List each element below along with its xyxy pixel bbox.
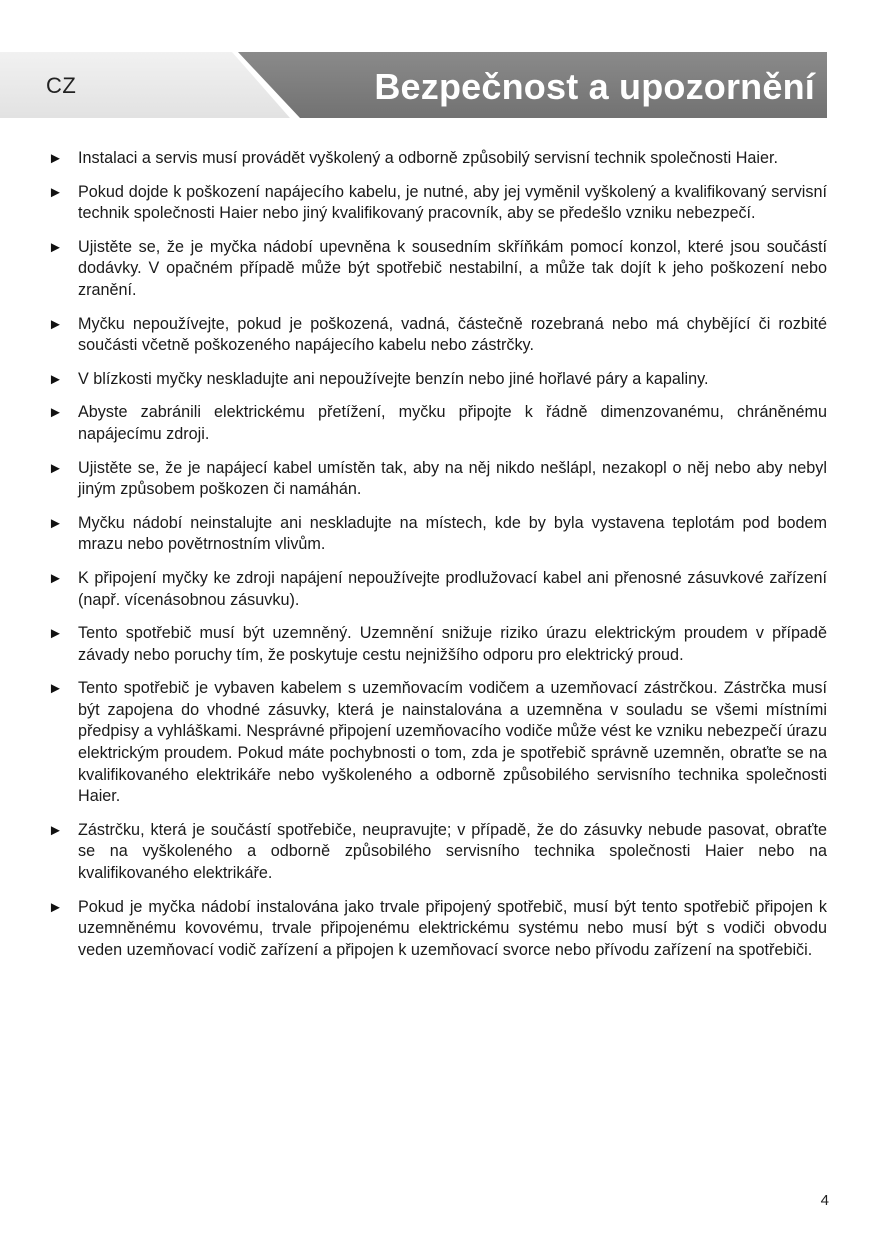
language-code: CZ — [46, 73, 77, 98]
list-item — [48, 820, 827, 885]
bullet-arrow-icon: ► — [48, 183, 63, 201]
bullet-arrow-icon: ► — [48, 821, 63, 839]
list-item-text: Pokud dojde k poškození napájecího kabelu, je nutné, aby jej vyměnil vyškolený a kvalifikovaný servisní technik společnosti Haier nebo jiný kvalifikovaný pracovník, aby se předešlo vzniku nebezpečí. — [78, 182, 827, 223]
list-item-text: Tento spotřebič je vybaven kabelem s uzemňovacím vodičem a uzemňovací zástrčkou. Zástrčka musí být zapojena do vhodné zásuvky, která je nainstalována a uzemněna v souladu se všemi místními předpisy a vyhláškami. Nesprávné připojení uzemňovacího vodiče může vést ke vzniku nebezpečí úrazu elektrickým proudem. Pokud máte pochybnosti o tom, zda je spotřebič správně uzemněn, obraťte se na kvalifikovaného elektrikáře nebo vyškoleného a odborně způsobilého servisního technika společnosti Haier. — [78, 679, 827, 806]
list-item-text: Instalaci a servis musí provádět vyškolený a odborně způsobilý servisní technik společnosti Haier. — [78, 149, 778, 167]
bullet-arrow-icon: ► — [48, 404, 63, 422]
bullet-arrow-icon: ► — [48, 898, 63, 916]
header-banner — [0, 0, 874, 130]
bullet-arrow-icon: ► — [48, 459, 63, 477]
list-item-text: K připojení myčky ke zdroji napájení nepoužívejte prodlužovací kabel ani přenosné zásuvkové zařízení (např. vícenásobnou zásuvku). — [78, 568, 827, 609]
list-item — [48, 369, 827, 391]
list-item-text: Myčku nádobí neinstalujte ani neskladujte na místech, kde by byla vystavena teplotám pod bodem mrazu nebo povětrnostním vlivům. — [78, 513, 827, 554]
page-title: Bezpečnost a upozornění — [374, 66, 815, 107]
safety-list — [48, 148, 827, 973]
list-item — [48, 402, 827, 445]
bullet-arrow-icon: ► — [48, 569, 63, 587]
list-item-text: Zástrčku, která je součástí spotřebiče, neupravujte; v případě, že do zásuvky nebude pasovat, obraťte se na vyškoleného a odborně způsobilého servisního technika společnosti Haier nebo na kvalifikovaného elektrikáře. — [78, 820, 827, 883]
list-item — [48, 458, 827, 501]
list-item — [48, 237, 827, 302]
list-item-text: Abyste zabránili elektrickému přetížení, myčku připojte k řádně dimenzovanému, chráněnému napájecímu zdroji. — [78, 403, 827, 443]
bullet-arrow-icon: ► — [48, 315, 63, 333]
bullet-arrow-icon: ► — [48, 238, 63, 256]
page-number: 4 — [820, 1192, 829, 1209]
bullet-arrow-icon: ► — [48, 150, 63, 167]
list-item-text: Myčku nepoužívejte, pokud je poškozená, vadná, částečně rozebraná nebo má chybějící či rozbité součásti včetně poškozeného napájecího kabelu nebo zástrčky. — [78, 314, 827, 355]
list-item-text: Ujistěte se, že je myčka nádobí upevněna k sousedním skříňkám pomocí konzol, které jsou součástí dodávky. V opačném případě může být spotřebič nestabilní, a může tak dojít k jeho poškození nebo zranění. — [78, 237, 827, 299]
list-item — [48, 678, 827, 808]
list-item — [48, 513, 827, 556]
bullet-arrow-icon: ► — [48, 370, 63, 388]
list-item — [48, 623, 827, 666]
list-item — [48, 568, 827, 611]
bullet-arrow-icon: ► — [48, 680, 63, 698]
page-header — [0, 0, 874, 130]
list-item — [48, 314, 827, 357]
list-item-text: Tento spotřebič musí být uzemněný. Uzemnění snižuje riziko úrazu elektrickým proudem v případě závady nebo poruchy tím, že poskytuje cestu nejnižšího odporu pro elektrický proud. — [78, 624, 827, 664]
list-item — [48, 182, 827, 225]
bullet-arrow-icon: ► — [48, 625, 63, 643]
list-item-text: Ujistěte se, že je napájecí kabel umístěn tak, aby na něj nikdo nešlápl, nezakopl o něj nebo aby nebyl jiným způsobem poškozen či namáhán. — [78, 458, 827, 499]
list-item — [48, 897, 827, 962]
bullet-arrow-icon: ► — [48, 514, 63, 532]
language-tab-shape — [0, 52, 290, 118]
list-item-text: V blízkosti myčky neskladujte ani nepoužívejte benzín nebo jiné hořlavé páry a kapaliny. — [78, 369, 709, 388]
list-item — [48, 148, 827, 170]
list-item-text: Pokud je myčka nádobí instalována jako trvale připojený spotřebič, musí být tento spotřebič připojen k uzemněnému kovovému, trvale připojenému elektrickému systému nebo musí být s vodiči obvodu veden uzemňovací vodič zařízení a připojen k uzemňovací svorce nebo přívodu zařízení na spotřebiči. — [78, 897, 827, 959]
